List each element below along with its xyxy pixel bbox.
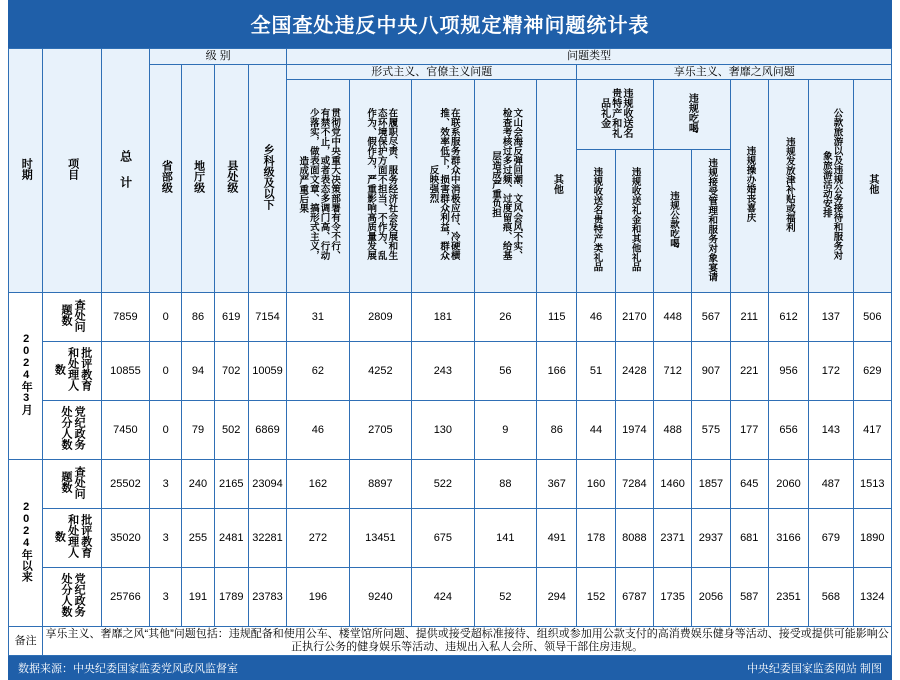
cell-hedonism-0: 152 <box>577 568 615 627</box>
cell-formalism-4: 367 <box>537 460 577 509</box>
header-level-group: 级 别 <box>150 49 287 65</box>
cell-level-1: 255 <box>182 509 214 568</box>
cell-level-3: 7154 <box>248 293 286 342</box>
cell-hedonism-7: 629 <box>853 342 891 401</box>
cell-hedonism-6: 143 <box>809 401 853 460</box>
cell-hedonism-1: 8088 <box>615 509 653 568</box>
header-time: 时期 <box>9 49 43 293</box>
cell-level-2: 619 <box>214 293 248 342</box>
header-level-3: 乡科级及以下 <box>248 64 286 293</box>
header-hedonism-dining-sub-1: 违规接受管理和服务对象宴请 <box>692 150 730 293</box>
cell-hedonism-3: 907 <box>692 342 730 401</box>
table-row <box>9 460 892 509</box>
cell-hedonism-5: 2060 <box>768 460 808 509</box>
note-label: 备注 <box>9 627 43 655</box>
cell-hedonism-7: 1513 <box>853 460 891 509</box>
cell-hedonism-4: 645 <box>730 460 768 509</box>
cell-level-1: 191 <box>182 568 214 627</box>
cell-level-0: 0 <box>150 342 182 401</box>
header-hedonism-wedding: 违规操办婚丧喜庆 <box>730 80 768 293</box>
header-hedonism-allowance: 违规发放津补贴或福利 <box>768 80 808 293</box>
cell-hedonism-5: 2351 <box>768 568 808 627</box>
cell-hedonism-7: 1890 <box>853 509 891 568</box>
row-label: 批评教育和处理人数 <box>43 509 101 568</box>
cell-hedonism-5: 612 <box>768 293 808 342</box>
header-level-1: 地厅级 <box>182 64 214 293</box>
cell-hedonism-5: 956 <box>768 342 808 401</box>
cell-formalism-3: 141 <box>474 509 536 568</box>
cell-formalism-0: 31 <box>287 293 349 342</box>
cell-formalism-4: 86 <box>537 401 577 460</box>
note-row <box>9 627 892 655</box>
credit: 中央纪委国家监委网站 制图 <box>746 662 882 675</box>
row-label: 查处问题数 <box>43 293 101 342</box>
cell-level-3: 32281 <box>248 509 286 568</box>
cell-formalism-2: 181 <box>412 293 474 342</box>
cell-formalism-2: 243 <box>412 342 474 401</box>
cell-formalism-0: 62 <box>287 342 349 401</box>
cell-hedonism-0: 178 <box>577 509 615 568</box>
cell-formalism-0: 46 <box>287 401 349 460</box>
cell-formalism-1: 2809 <box>349 293 411 342</box>
note-text: 享乐主义、奢靡之风“其他”问题包括：违规配备和使用公车、楼堂馆所问题、提供或接受超标准接待、组织或参加用公款支付的高消费娱乐健身等活动、接受或提供可能影响公正执行公务的健身娱乐等活动、违规出入私人会所、领导干部住房违规。 <box>43 627 892 655</box>
cell-hedonism-3: 1857 <box>692 460 730 509</box>
cell-formalism-3: 88 <box>474 460 536 509</box>
header-hedonism-other: 其他 <box>853 80 891 293</box>
header-formalism-3: 文山会海反弹回潮、文风会风不实、检查考核过多过频、过度留痕、给基层造成严重负担 <box>474 80 536 293</box>
header-formalism-group: 形式主义、官僚主义问题 <box>287 64 577 80</box>
table-row <box>9 401 892 460</box>
cell-level-0: 3 <box>150 460 182 509</box>
cell-hedonism-6: 487 <box>809 460 853 509</box>
cell-formalism-1: 4252 <box>349 342 411 401</box>
cell-level-1: 86 <box>182 293 214 342</box>
cell-hedonism-5: 3166 <box>768 509 808 568</box>
cell-level-2: 702 <box>214 342 248 401</box>
header-formalism-2: 在联系服务群众中消极应付、冷硬横推、效率低下，损害群众利益，群众反映强烈 <box>412 80 474 293</box>
cell-formalism-2: 522 <box>412 460 474 509</box>
cell-level-2: 502 <box>214 401 248 460</box>
header-level-0: 省部级 <box>150 64 182 293</box>
cell-level-0: 0 <box>150 293 182 342</box>
cell-formalism-0: 272 <box>287 509 349 568</box>
header-formalism-4: 其他 <box>537 80 577 293</box>
period-label: 2024年3月 <box>9 293 43 460</box>
cell-level-1: 79 <box>182 401 214 460</box>
cell-hedonism-0: 160 <box>577 460 615 509</box>
cell-hedonism-2: 1460 <box>654 460 692 509</box>
table-row <box>9 293 892 342</box>
cell-hedonism-0: 46 <box>577 293 615 342</box>
cell-hedonism-7: 506 <box>853 293 891 342</box>
row-label: 党纪政务处分人数 <box>43 568 101 627</box>
header-hedonism-gift-sub-1: 违规收送礼金和其他礼品 <box>615 150 653 293</box>
cell-level-2: 2165 <box>214 460 248 509</box>
cell-formalism-1: 2705 <box>349 401 411 460</box>
cell-hedonism-0: 51 <box>577 342 615 401</box>
cell-formalism-1: 13451 <box>349 509 411 568</box>
page-title: 全国查处违反中央八项规定精神问题统计表 <box>8 0 892 48</box>
cell-formalism-3: 26 <box>474 293 536 342</box>
cell-level-3: 23783 <box>248 568 286 627</box>
cell-level-3: 10059 <box>248 342 286 401</box>
cell-hedonism-1: 2170 <box>615 293 653 342</box>
cell-formalism-1: 9240 <box>349 568 411 627</box>
statistics-table <box>8 48 892 656</box>
cell-hedonism-7: 417 <box>853 401 891 460</box>
header-item: 项目 <box>43 49 101 293</box>
data-source: 数据来源：中央纪委国家监委党风政风监督室 <box>18 662 238 675</box>
header-hedonism-travel: 公款旅游以及违规公务接待和服务对象旅游活动安排 <box>809 80 853 293</box>
cell-level-2: 1789 <box>214 568 248 627</box>
cell-formalism-4: 115 <box>537 293 577 342</box>
header-hedonism-dining-sub-0: 违规公款吃喝 <box>654 150 692 293</box>
row-label: 批评教育和处理人数 <box>43 342 101 401</box>
row-label: 党纪政务处分人数 <box>43 401 101 460</box>
table-row <box>9 568 892 627</box>
cell-hedonism-6: 172 <box>809 342 853 401</box>
cell-hedonism-4: 681 <box>730 509 768 568</box>
cell-hedonism-6: 679 <box>809 509 853 568</box>
cell-hedonism-1: 2428 <box>615 342 653 401</box>
row-label: 查处问题数 <box>43 460 101 509</box>
cell-level-0: 3 <box>150 509 182 568</box>
cell-hedonism-6: 137 <box>809 293 853 342</box>
cell-total: 7859 <box>101 293 149 342</box>
cell-total: 7450 <box>101 401 149 460</box>
cell-formalism-4: 166 <box>537 342 577 401</box>
cell-hedonism-2: 712 <box>654 342 692 401</box>
cell-hedonism-1: 1974 <box>615 401 653 460</box>
cell-formalism-4: 294 <box>537 568 577 627</box>
cell-hedonism-2: 488 <box>654 401 692 460</box>
header-formalism-0: 贯彻党中央重大决策部署有令不行、有禁不止，或者表态多调门高、行动少落实，做表面文章、搞形式主义，造成严重后果 <box>287 80 349 293</box>
header-hedonism-gift-sub-0: 违规收送名贵特产类礼品 <box>577 150 615 293</box>
header-hedonism-group: 享乐主义、奢靡之风问题 <box>577 64 892 80</box>
cell-hedonism-3: 567 <box>692 293 730 342</box>
cell-formalism-2: 424 <box>412 568 474 627</box>
cell-level-3: 23094 <box>248 460 286 509</box>
cell-formalism-0: 162 <box>287 460 349 509</box>
cell-formalism-3: 56 <box>474 342 536 401</box>
cell-formalism-2: 130 <box>412 401 474 460</box>
cell-total: 25766 <box>101 568 149 627</box>
cell-formalism-2: 675 <box>412 509 474 568</box>
cell-hedonism-3: 575 <box>692 401 730 460</box>
cell-hedonism-2: 2371 <box>654 509 692 568</box>
cell-hedonism-4: 211 <box>730 293 768 342</box>
footer-bar <box>8 656 892 680</box>
cell-hedonism-1: 6787 <box>615 568 653 627</box>
table-row <box>9 509 892 568</box>
cell-hedonism-4: 177 <box>730 401 768 460</box>
cell-formalism-1: 8897 <box>349 460 411 509</box>
cell-level-1: 94 <box>182 342 214 401</box>
cell-hedonism-2: 448 <box>654 293 692 342</box>
table-row <box>9 342 892 401</box>
cell-level-3: 6869 <box>248 401 286 460</box>
cell-hedonism-4: 221 <box>730 342 768 401</box>
cell-formalism-0: 196 <box>287 568 349 627</box>
header-level-2: 县处级 <box>214 64 248 293</box>
cell-total: 35020 <box>101 509 149 568</box>
cell-formalism-3: 52 <box>474 568 536 627</box>
header-total: 总 计 <box>101 49 149 293</box>
header-formalism-1: 在履职尽责、服务经济社会发展和生态环境保护方面不担当、不作为、乱作为、假作为，严重影响高质量发展 <box>349 80 411 293</box>
cell-hedonism-0: 44 <box>577 401 615 460</box>
header-hedonism-dining-group: 违规吃喝 <box>654 80 731 150</box>
cell-level-0: 0 <box>150 401 182 460</box>
header-problem-type-group: 问题类型 <box>287 49 892 65</box>
cell-level-1: 240 <box>182 460 214 509</box>
cell-total: 10855 <box>101 342 149 401</box>
cell-total: 25502 <box>101 460 149 509</box>
header-hedonism-gift-group: 违规收送名贵特产和礼品礼金 <box>577 80 654 150</box>
cell-formalism-3: 9 <box>474 401 536 460</box>
cell-hedonism-3: 2937 <box>692 509 730 568</box>
period-label: 2024年以来 <box>9 460 43 627</box>
cell-hedonism-1: 7284 <box>615 460 653 509</box>
cell-hedonism-4: 587 <box>730 568 768 627</box>
cell-level-0: 3 <box>150 568 182 627</box>
cell-hedonism-2: 1735 <box>654 568 692 627</box>
cell-hedonism-6: 568 <box>809 568 853 627</box>
cell-level-2: 2481 <box>214 509 248 568</box>
cell-hedonism-5: 656 <box>768 401 808 460</box>
cell-hedonism-7: 1324 <box>853 568 891 627</box>
cell-hedonism-3: 2056 <box>692 568 730 627</box>
cell-formalism-4: 491 <box>537 509 577 568</box>
